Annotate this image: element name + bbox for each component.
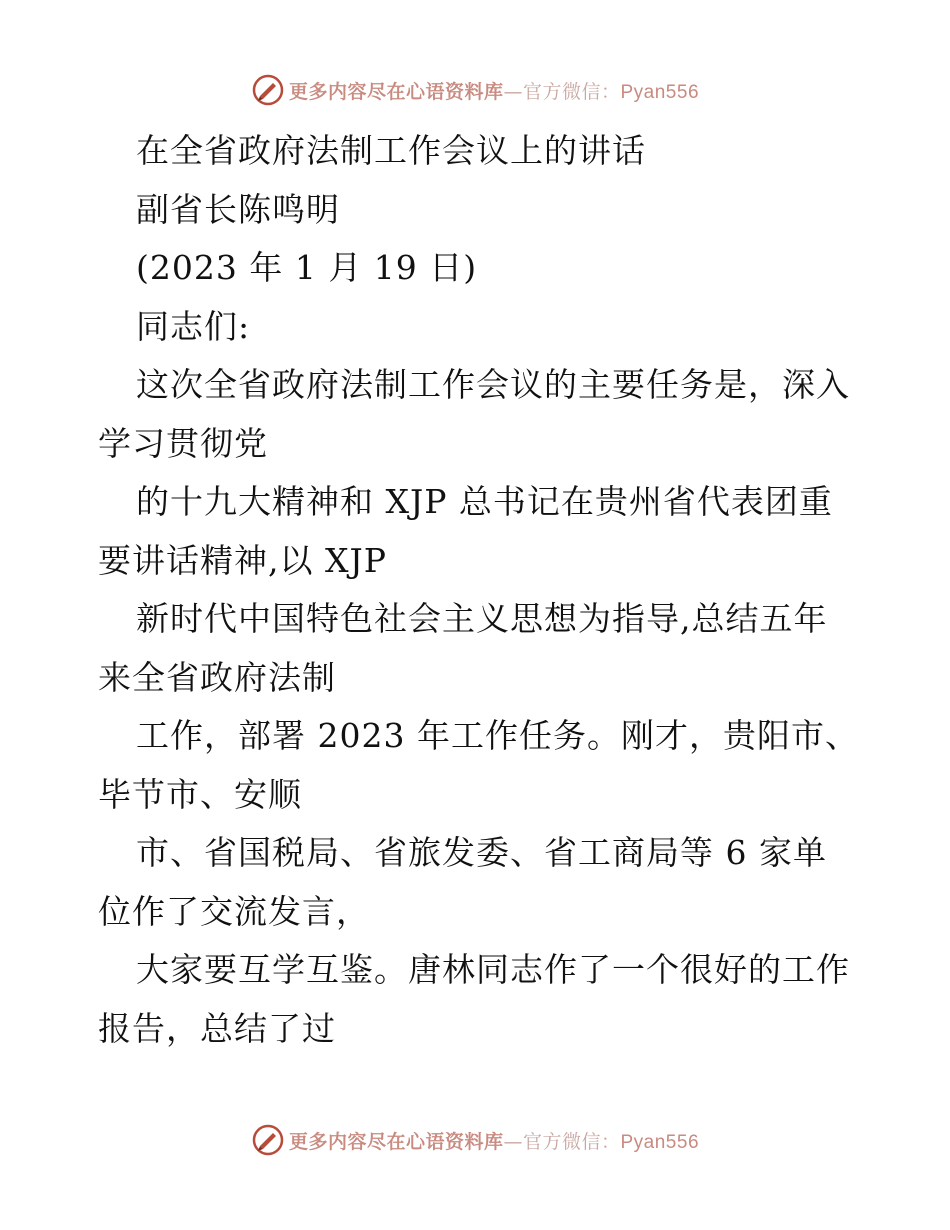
document-body (98, 122, 868, 1058)
watermark-text: 更多内容尽在心语资料库—官方微信：Pyan556 (288, 80, 700, 103)
paragraph-line: 这次全省政府法制工作会议的主要任务是，深入 (136, 365, 850, 404)
watermark-text: 更多内容尽在心语资料库—官方微信：Pyan556 (288, 1130, 700, 1153)
paragraph-line: 学习贯彻党 (98, 423, 268, 463)
document-title: 在全省政府法制工作会议上的讲话 (136, 131, 646, 170)
paragraph-line: 市、省国税局、省旅发委、省工商局等 6 家单 (136, 833, 827, 872)
document-author: 副省长陈鸣明 (136, 189, 340, 229)
header-watermark (0, 70, 950, 110)
salutation: 同志们: (136, 306, 251, 346)
pen-logo-icon (251, 73, 285, 107)
paragraph-line: 位作了交流发言， (98, 891, 370, 931)
paragraph-line: 工作，部署 2023 年工作任务。刚才，贵阳市、 (136, 716, 859, 755)
paragraph-line: 毕节市、安顺 (98, 774, 302, 814)
paragraph-line: 新时代中国特色社会主义思想为指导,总结五年 (136, 599, 828, 638)
paragraph-line: 大家要互学互鉴。唐林同志作了一个很好的工作 (136, 950, 850, 989)
footer-watermark (0, 1120, 950, 1160)
paragraph-line: 的十九大精神和 XJP 总书记在贵州省代表团重 (136, 482, 833, 521)
paragraph-line: 报告，总结了过 (98, 1008, 336, 1048)
document-date: (2023 年 1 月 19 日) (136, 248, 478, 287)
paragraph-line: 来全省政府法制 (98, 657, 336, 697)
pen-logo-icon (251, 1123, 285, 1157)
paragraph-line: 要讲话精神,以 XJP (98, 540, 387, 580)
